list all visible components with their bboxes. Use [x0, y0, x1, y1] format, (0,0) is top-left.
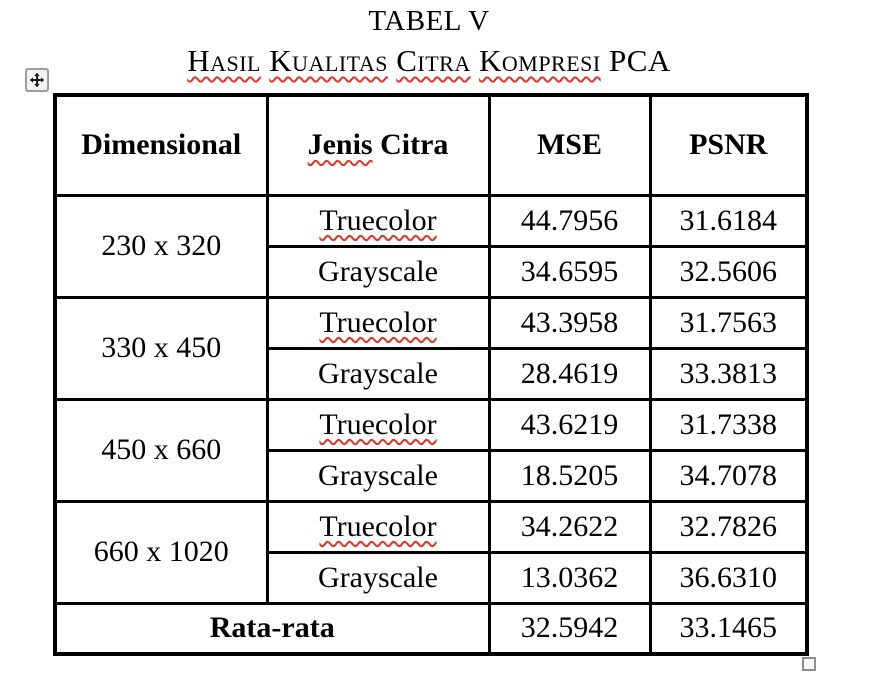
- cell-psnr[interactable]: [650, 552, 807, 603]
- mse-value: 34.6595: [520, 254, 619, 288]
- cell-psnr[interactable]: [650, 399, 807, 450]
- cell-mse[interactable]: [489, 552, 650, 603]
- cell-psnr[interactable]: [650, 195, 807, 246]
- cell-mse[interactable]: [489, 195, 650, 246]
- mse-value: 43.6219: [520, 407, 619, 441]
- cell-jenis[interactable]: [267, 246, 489, 297]
- cell-dimensional[interactable]: [55, 195, 267, 297]
- cell-mse[interactable]: [489, 348, 650, 399]
- table-row: [55, 297, 807, 348]
- cell-mse[interactable]: [489, 501, 650, 552]
- header-cell-jenis-citra[interactable]: [267, 95, 489, 195]
- mse-value: 44.7956: [520, 203, 619, 237]
- psnr-value: 32.7826: [679, 509, 777, 543]
- mse-value: 18.5205: [520, 458, 619, 492]
- psnr-value: 34.7078: [679, 458, 777, 492]
- header-label: Citra: [380, 128, 449, 162]
- table-caption-subtitle: [53, 44, 805, 78]
- cell-mse[interactable]: [489, 246, 650, 297]
- cell-psnr[interactable]: [650, 246, 807, 297]
- cell-jenis[interactable]: [267, 297, 489, 348]
- cell-psnr[interactable]: [650, 348, 807, 399]
- header-label: Jenis: [307, 128, 373, 162]
- move-cross-icon: [29, 72, 45, 88]
- cell-mse[interactable]: [489, 603, 650, 654]
- table-header-row: [55, 95, 807, 195]
- cell-mse[interactable]: [489, 297, 650, 348]
- subtitle-word: Citra: [396, 42, 471, 78]
- table-caption[interactable]: [53, 6, 805, 78]
- jenis-value: Grayscale: [318, 356, 438, 390]
- subtitle-word: Kualitas: [269, 42, 388, 78]
- cell-jenis[interactable]: [267, 399, 489, 450]
- mse-value: 32.5942: [520, 611, 619, 645]
- cell-dimensional[interactable]: [55, 399, 267, 501]
- subtitle-word: Hasil: [187, 42, 261, 78]
- dimensional-value: 450 x 660: [101, 433, 222, 466]
- header-cell-dimensional[interactable]: [55, 95, 267, 195]
- jenis-value: Truecolor: [319, 305, 437, 339]
- cell-jenis[interactable]: [267, 348, 489, 399]
- header-label: MSE: [536, 128, 602, 162]
- header-label: Dimensional: [81, 128, 242, 162]
- cell-psnr[interactable]: [650, 603, 807, 654]
- header-cell-psnr[interactable]: [650, 95, 807, 195]
- psnr-value: 36.6310: [679, 560, 777, 594]
- table-caption-number: TABEL V: [368, 5, 490, 37]
- table-move-handle[interactable]: [25, 68, 49, 92]
- subtitle-word: Kompresi: [478, 42, 601, 78]
- psnr-value: 31.7338: [679, 407, 777, 441]
- mse-value: 43.3958: [520, 305, 619, 339]
- table-row: [55, 195, 807, 246]
- table-row: [55, 399, 807, 450]
- cell-rata-rata[interactable]: [55, 603, 489, 654]
- jenis-value: Truecolor: [319, 509, 437, 543]
- table-resize-handle[interactable]: [802, 657, 816, 671]
- psnr-value: 33.3813: [679, 356, 777, 390]
- cell-dimensional[interactable]: [55, 297, 267, 399]
- header-cell-mse[interactable]: [489, 95, 650, 195]
- subtitle-word: PCA: [608, 42, 671, 78]
- table-footer-row: [55, 603, 807, 654]
- dimensional-value: 330 x 450: [101, 331, 222, 364]
- jenis-value: Grayscale: [318, 560, 438, 594]
- mse-value: 13.0362: [520, 560, 619, 594]
- psnr-value: 31.6184: [679, 203, 777, 237]
- table-row: [55, 501, 807, 552]
- jenis-value: Grayscale: [318, 458, 438, 492]
- jenis-value: Grayscale: [318, 254, 438, 288]
- mse-value: 28.4619: [520, 356, 619, 390]
- dimensional-value: 230 x 320: [101, 229, 222, 262]
- jenis-value: Truecolor: [319, 203, 437, 237]
- data-table: [53, 93, 809, 656]
- cell-psnr[interactable]: [650, 297, 807, 348]
- mse-value: 34.2622: [520, 509, 619, 543]
- cell-jenis[interactable]: [267, 552, 489, 603]
- dimensional-value: 660 x 1020: [93, 535, 229, 568]
- jenis-value: Truecolor: [319, 407, 437, 441]
- cell-jenis[interactable]: [267, 195, 489, 246]
- cell-jenis[interactable]: [267, 501, 489, 552]
- psnr-value: 33.1465: [679, 611, 777, 645]
- psnr-value: 31.7563: [679, 305, 777, 339]
- psnr-value: 32.5606: [679, 254, 777, 288]
- cell-psnr[interactable]: [650, 501, 807, 552]
- header-label: PSNR: [689, 128, 768, 162]
- cell-jenis[interactable]: [267, 450, 489, 501]
- cell-psnr[interactable]: [650, 450, 807, 501]
- cell-dimensional[interactable]: [55, 501, 267, 603]
- cell-mse[interactable]: [489, 399, 650, 450]
- cell-mse[interactable]: [489, 450, 650, 501]
- footer-label: Rata-rata: [209, 611, 335, 645]
